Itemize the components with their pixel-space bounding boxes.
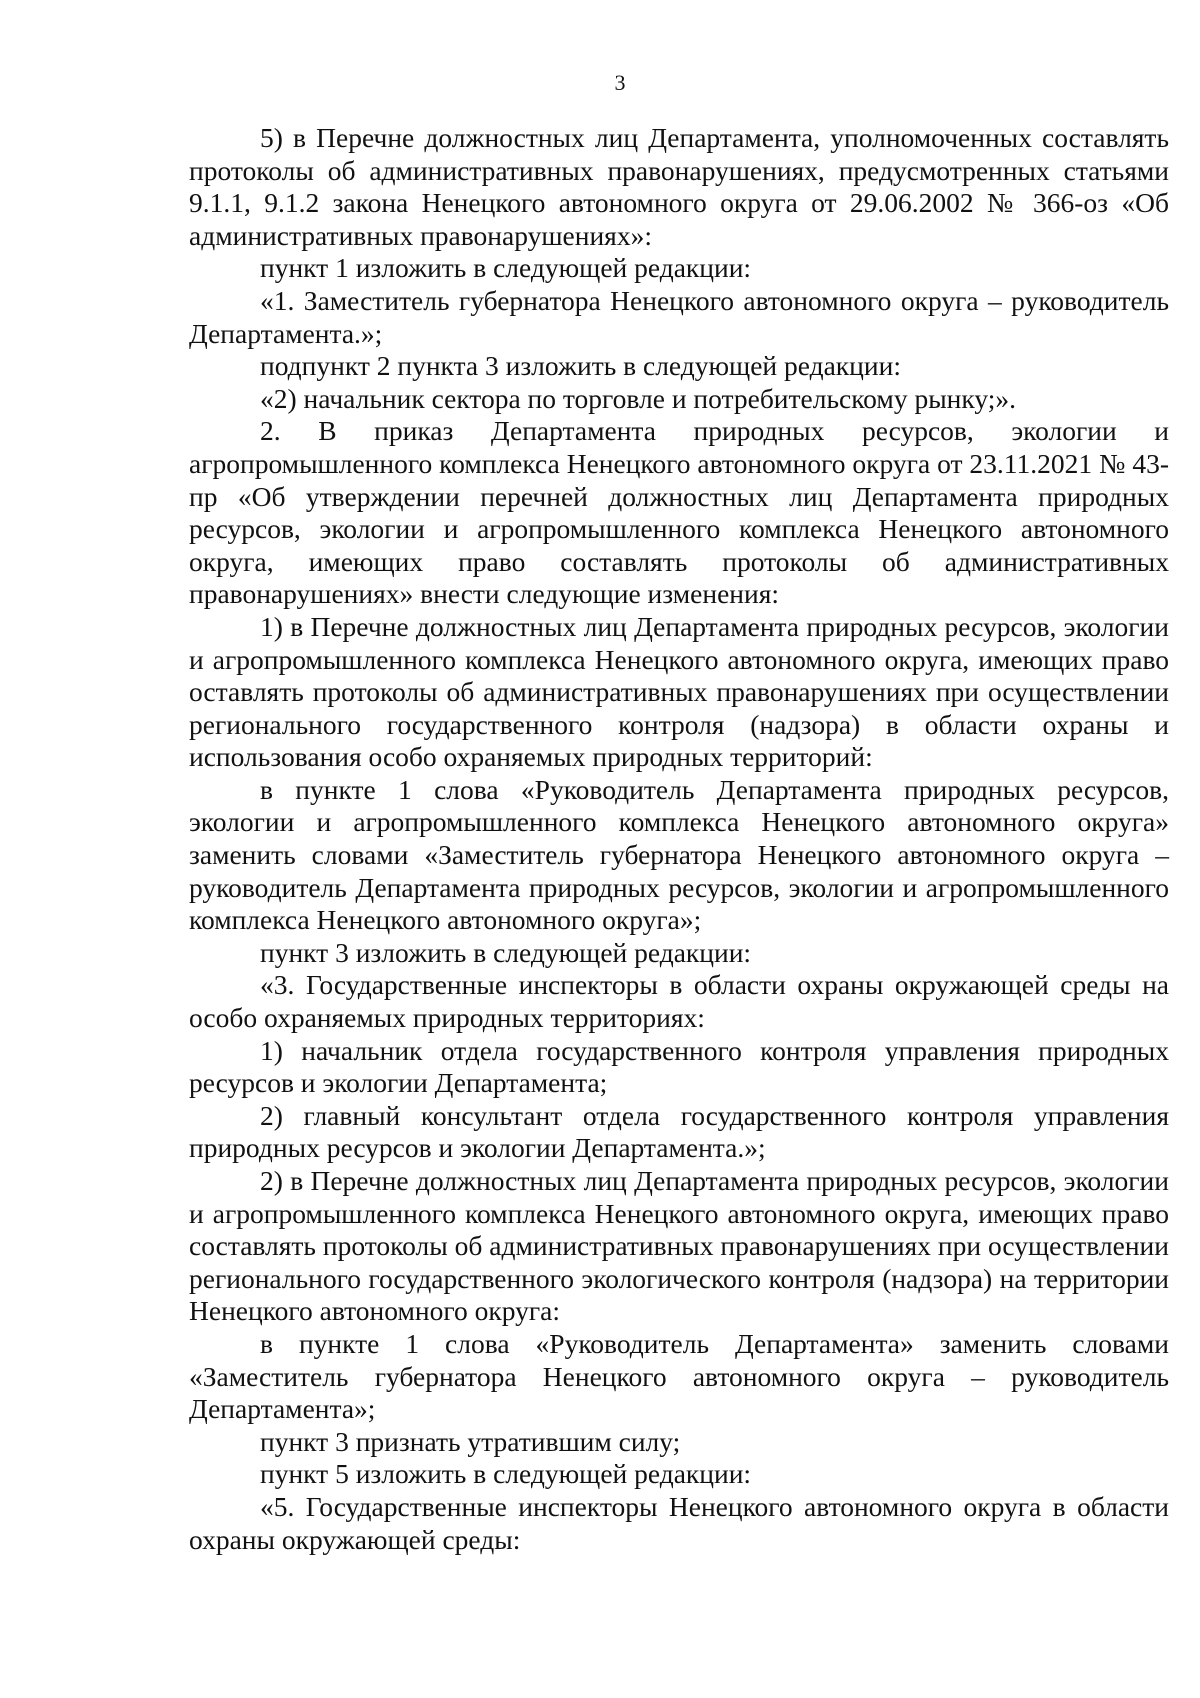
paragraph-subpoint-2-text: «2) начальник сектора по торговле и потребительскому рынку;». xyxy=(260,382,1017,414)
paragraph-list-1-point-3-item-2: 2) главный консультант отдела государственного контроля управления природных ресурсов и экологии Департамента.»; xyxy=(189,1099,1169,1164)
paragraph-list-2-intro: 2) в Перечне должностных лиц Департамента природных ресурсов, экологии и агропромышленного комплекса Ненецкого автономного округа, имеющих право составлять протоколы об административных правонарушениях при осуществлении регионального государственного экологического контроля (надзора) на территории Ненецкого автономного округа: xyxy=(189,1165,1169,1327)
paragraph-list-1-point-3-item-1: 1) начальник отдела государственного контроля управления природных ресурсов и экологии Департамента; xyxy=(189,1034,1169,1099)
paragraph-list-2-point-1: в пункте 1 слова «Руководитель Департамента» заменить словами «Заместитель губернатора Ненецкого автономного округа – руководитель Департамента»; xyxy=(189,1327,1169,1425)
paragraph-item-5: 5) в Перечне должностных лиц Департамента, уполномоченных составлять протоколы об административных правонарушениях, предусмотренных статьями 9.1.1, 9.1.2 закона Ненецкого автономного округа от 29.06.2002 № 366-оз «Об административных правонарушениях»: xyxy=(189,122,1169,251)
paragraph-list-1-point-3-text: «3. Государственные инспекторы в области охраны окружающей среды на особо охраняемых природных территориях: xyxy=(189,969,1169,1034)
paragraph-list-2-point-5-instruction: пункт 5 изложить в следующей редакции: xyxy=(260,1458,752,1490)
document-body xyxy=(189,122,1169,1556)
paragraph-list-1-point-1: в пункте 1 слова «Руководитель Департамента природных ресурсов, экологии и агропромышленного комплекса Ненецкого автономного округа» заменить словами «Заместитель губернатора Ненецкого автономного округа – руководитель Департамента природных ресурсов, экологии и агропромышленного комплекса Ненецкого автономного округа»; xyxy=(189,773,1169,936)
page-number: 3 xyxy=(614,70,626,95)
paragraph-list-1-point-3-instruction: пункт 3 изложить в следующей редакции: xyxy=(260,936,752,968)
paragraph-list-2-point-3: пункт 3 признать утратившим силу; xyxy=(260,1425,681,1457)
paragraph-subpoint-2-instruction: подпункт 2 пункта 3 изложить в следующей редакции: xyxy=(260,350,901,382)
paragraph-point-1-text: «1. Заместитель губернатора Ненецкого автономного округа – руководитель Департамента.»; xyxy=(189,284,1169,349)
paragraph-section-2: 2. В приказ Департамента природных ресурсов, экологии и агропромышленного комплекса Ненецкого автономного округа от 23.11.2021 № 43-пр «Об утверждении перечней должностных лиц Департамента природных ресурсов, экологии и агропромышленного комплекса Ненецкого автономного округа, имеющих право составлять протоколы об административных правонарушениях» внести следующие изменения: xyxy=(189,415,1169,610)
paragraph-list-2-point-5-text: «5. Государственные инспекторы Ненецкого автономного округа в области охраны окружающей среды: xyxy=(189,1490,1169,1555)
paragraph-point-1-instruction: пункт 1 изложить в следующей редакции: xyxy=(260,252,752,284)
paragraph-list-1-intro: 1) в Перечне должностных лиц Департамента природных ресурсов, экологии и агропромышленного комплекса Ненецкого автономного округа, имеющих право оставлять протоколы об административных правонарушениях при осуществлении регионального государственного контроля (надзора) в области охраны и использования особо охраняемых природных территорий: xyxy=(189,610,1169,773)
